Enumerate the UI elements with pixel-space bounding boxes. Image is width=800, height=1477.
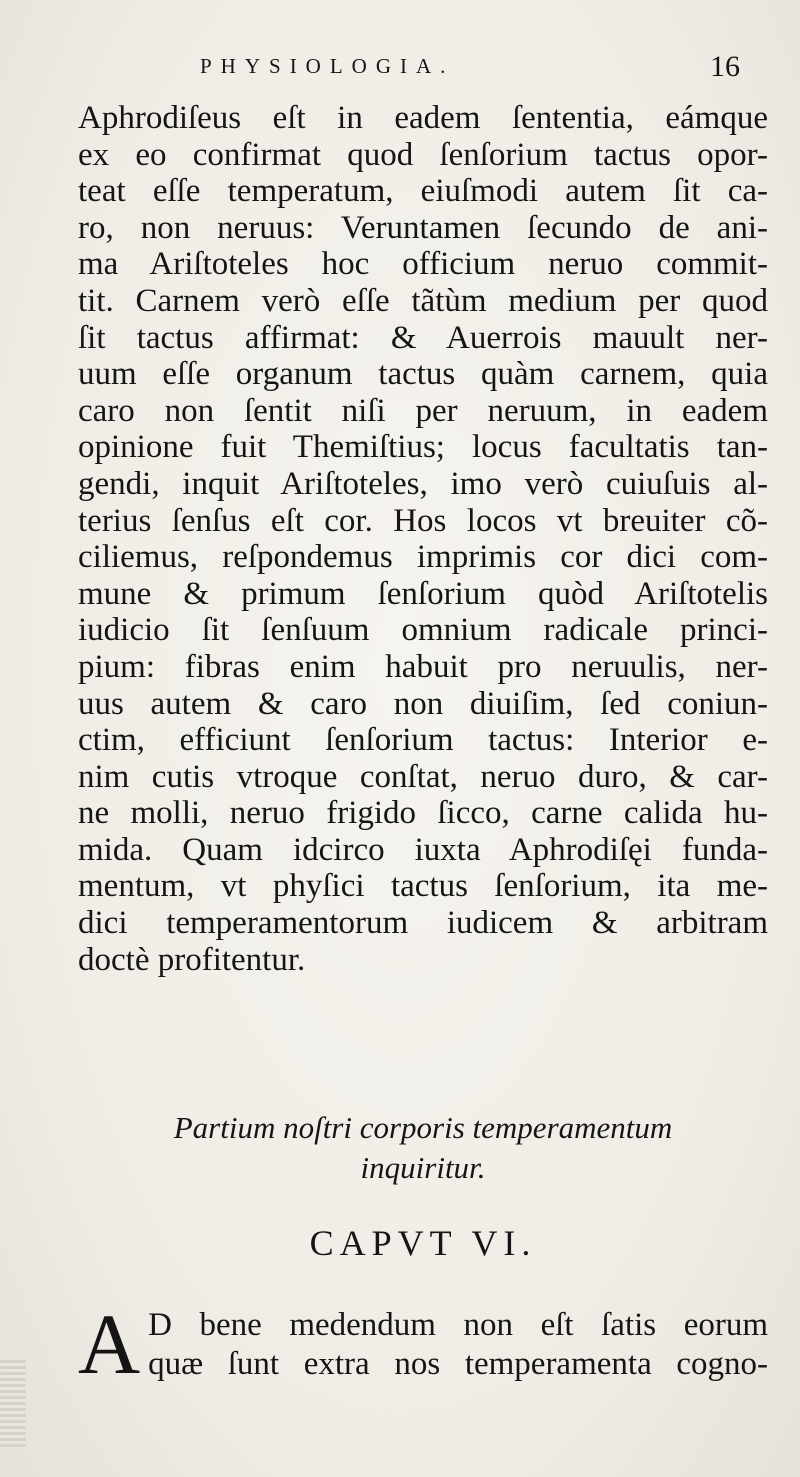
text-line: uus autem & caro non diuiſim, ſed coniun-	[78, 685, 768, 722]
text-line: mentum, vt phyſici tactus ſenſorium, ita me-	[78, 868, 768, 905]
text-line: Aphrodiſeus eſt in eadem ſententia, eámque	[78, 100, 768, 136]
text-line: D bene medendum non eſt ſatis eorum	[148, 1307, 768, 1343]
running-head	[80, 50, 740, 94]
text-line: pium: fibras enim habuit pro neruulis, ner-	[78, 648, 768, 685]
chapter-label: CAPVT VI.	[309, 1223, 537, 1263]
text-line: tit. Carnem verò eſſe tãtùm medium per quod	[78, 282, 768, 319]
text-line: mune & primum ſenſorium quòd Ariſtotelis	[78, 575, 768, 612]
text-line: ne molli, neruo frigido ſicco, carne calida hu-	[78, 795, 768, 832]
page-edge-stain	[0, 1360, 26, 1450]
text-line: ma Ariſtoteles hoc officium neruo commit-	[78, 246, 768, 283]
chapter-heading	[78, 1108, 768, 1188]
text-line: mida. Quam idcirco iuxta Aphrodiſęi funda-	[78, 831, 768, 868]
chapter-paragraph	[78, 1296, 768, 1392]
text-line: ſit tactus affirmat: & Auerrois mauult ner-	[78, 319, 768, 356]
text-line: ciliemus, reſpondemus imprimis cor dici com-	[78, 539, 768, 576]
running-title: PHYSIOLOGIA.	[200, 54, 455, 78]
drop-cap: A	[78, 1296, 141, 1392]
text-line: uum eſſe organum tactus quàm carnem, quia	[78, 356, 768, 393]
text-line: opinione fuit Themiſtius; locus facultatis tan-	[78, 429, 768, 466]
text-line: gendi, inquit Ariſtoteles, imo verò cuiuſuis al-	[78, 465, 768, 502]
text-line: terius ſenſus eſt cor. Hos locos vt breuiter cõ-	[78, 502, 768, 539]
text-line: ex eo confirmat quod ſenſorium tactus opor-	[78, 136, 768, 173]
text-line: ro, non neruus: Veruntamen ſecundo de ani-	[78, 209, 768, 246]
text-line: ctim, efficiunt ſenſorium tactus: Interior e-	[78, 722, 768, 759]
text-line: quæ ſunt extra nos temperamenta cogno-	[148, 1346, 768, 1382]
text-line: caro non ſentit niſi per neruum, in eadem	[78, 392, 768, 429]
text-line: dici temperamentorum iudicem & arbitram	[78, 905, 768, 942]
main-paragraph	[78, 100, 768, 978]
page-number: 16	[710, 50, 740, 83]
chapter-heading-line: inquiritur.	[360, 1150, 486, 1185]
text-line: teat eſſe temperatum, eiuſmodi autem ſit ca-	[78, 173, 768, 210]
chapter-heading-line: Partium noſtri corporis temperamentum	[173, 1110, 673, 1145]
text-line: doctè profitentur.	[78, 941, 306, 978]
text-line: nim cutis vtroque conſtat, neruo duro, & car-	[78, 758, 768, 795]
text-line: iudicio ſit ſenſuum omnium radicale princi-	[78, 612, 768, 649]
